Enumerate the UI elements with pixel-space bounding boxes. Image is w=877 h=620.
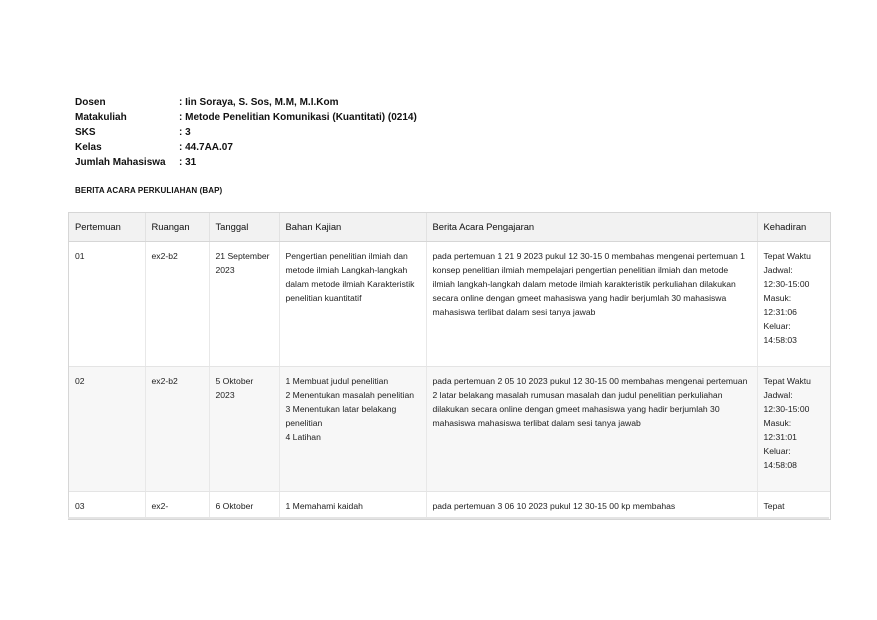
cell-ruangan: ex2-b2 [145,242,209,367]
cell-bahan-kajian [279,367,426,492]
kehadiran-jadwal-value: 12:30-15:00 [763,404,810,414]
cell-ruangan: ex2-b2 [145,367,209,492]
cell-tanggal: 5 Oktober 2023 [209,367,279,492]
col-kehadiran: Kehadiran [757,213,830,242]
table-row [69,242,830,367]
bahan-line: Pengertian penelitian ilmiah dan metode ilmiah Langkah-langkah dalam metode ilmiah Karakteristik penelitian kuantitatif [285,251,415,303]
bahan-line: 4 Latihan [285,432,321,442]
cell-berita-acara: pada pertemuan 3 06 10 2023 pukul 12 30-15 00 kp membahas [426,492,757,520]
cell-ruangan: ex2- [145,492,209,520]
cell-bahan-kajian [279,242,426,367]
table-row [69,492,830,520]
cell-pertemuan: 01 [69,242,145,367]
cell-kehadiran [757,242,830,367]
table-row [69,367,830,492]
kehadiran-keluar-label: Keluar: [763,446,791,456]
kehadiran-masuk-value: 12:31:06 [763,307,797,317]
info-row-jumlah [75,155,417,170]
kehadiran-jadwal-label: Jadwal: [763,265,793,275]
cell-bahan-kajian [279,492,426,520]
bahan-line: 3 Menentukan latar belakang penelitian [285,404,397,428]
info-row-dosen [75,95,417,110]
cell-tanggal: 21 September 2023 [209,242,279,367]
matakuliah-value: : Metode Penelitian Komunikasi (Kuantitati) (0214) [179,112,417,123]
kehadiran-jadwal-label: Jadwal: [763,390,793,400]
cell-berita-acara: pada pertemuan 2 05 10 2023 pukul 12 30-15 00 membahas mengenai pertemuan 2 latar belakang masalah rumusan masalah dan judul penelitian perkuliahan dilakukan secara online dengan gmeet mahasiswa yang hadir berjumlah 30 mahasiswa mahasiswa terlibat dalam sesi tanya jawab [426,367,757,492]
bap-title: BERITA ACARA PERKULIAHAN (BAP) [75,186,223,195]
kehadiran-masuk-label: Masuk: [763,418,792,428]
col-ruangan: Ruangan [145,213,209,242]
matakuliah-label: Matakuliah [75,112,127,123]
col-bahan-kajian: Bahan Kajian [279,213,426,242]
kehadiran-keluar-value: 14:58:03 [763,335,797,345]
sks-value: : 3 [179,127,191,138]
cell-pertemuan: 03 [69,492,145,520]
kehadiran-masuk-value: 12:31:01 [763,432,797,442]
cell-kehadiran [757,367,830,492]
kelas-label: Kelas [75,142,102,153]
cell-berita-acara: pada pertemuan 1 21 9 2023 pukul 12 30-15 0 membahas mengenai pertemuan 1 konsep penelitian ilmiah mempelajari pengertian penelitian ilmiah dan metode ilmiah langkah-langkah dalam metode ilmiah karakteristik perkuliahan dilakukan secara online dengan gmeet mahasiswa yang hadir berjumlah 30 mahasiswa mahasiswa terlibat dalam sesi tanya jawab [426,242,757,367]
kehadiran-status: Tepat Waktu [763,251,811,261]
dosen-value: : Iin Soraya, S. Sos, M.M, M.I.Kom [179,97,339,108]
kehadiran-masuk-label: Masuk: [763,293,792,303]
col-pertemuan: Pertemuan [69,213,145,242]
kehadiran-jadwal-value: 12:30-15:00 [763,279,810,289]
bahan-line: 2 Menentukan masalah penelitian [285,390,415,400]
info-row-sks [75,125,417,140]
dosen-label: Dosen [75,97,106,108]
info-row-matakuliah [75,110,417,125]
kelas-value: : 44.7AA.07 [179,142,233,153]
cell-kehadiran [757,492,830,520]
kehadiran-keluar-label: Keluar: [763,321,791,331]
cell-pertemuan: 02 [69,367,145,492]
info-row-kelas [75,140,417,155]
table-header-row [69,213,830,242]
col-tanggal: Tanggal [209,213,279,242]
course-info [75,95,417,170]
col-berita-acara: Berita Acara Pengajaran [426,213,757,242]
jumlah-value: : 31 [179,157,197,168]
jumlah-label: Jumlah Mahasiswa [75,157,166,168]
kehadiran-status: Tepat [763,501,785,511]
bap-table [69,213,830,520]
sks-label: SKS [75,127,96,138]
bap-table-container [68,212,831,520]
cell-tanggal: 6 Oktober [209,492,279,520]
kehadiran-status: Tepat Waktu [763,376,811,386]
bahan-line: 1 Memahami kaidah [285,501,363,511]
bahan-line: 1 Membuat judul penelitian [285,376,389,386]
kehadiran-keluar-value: 14:58:08 [763,460,797,470]
table-bottom-border [68,517,829,519]
